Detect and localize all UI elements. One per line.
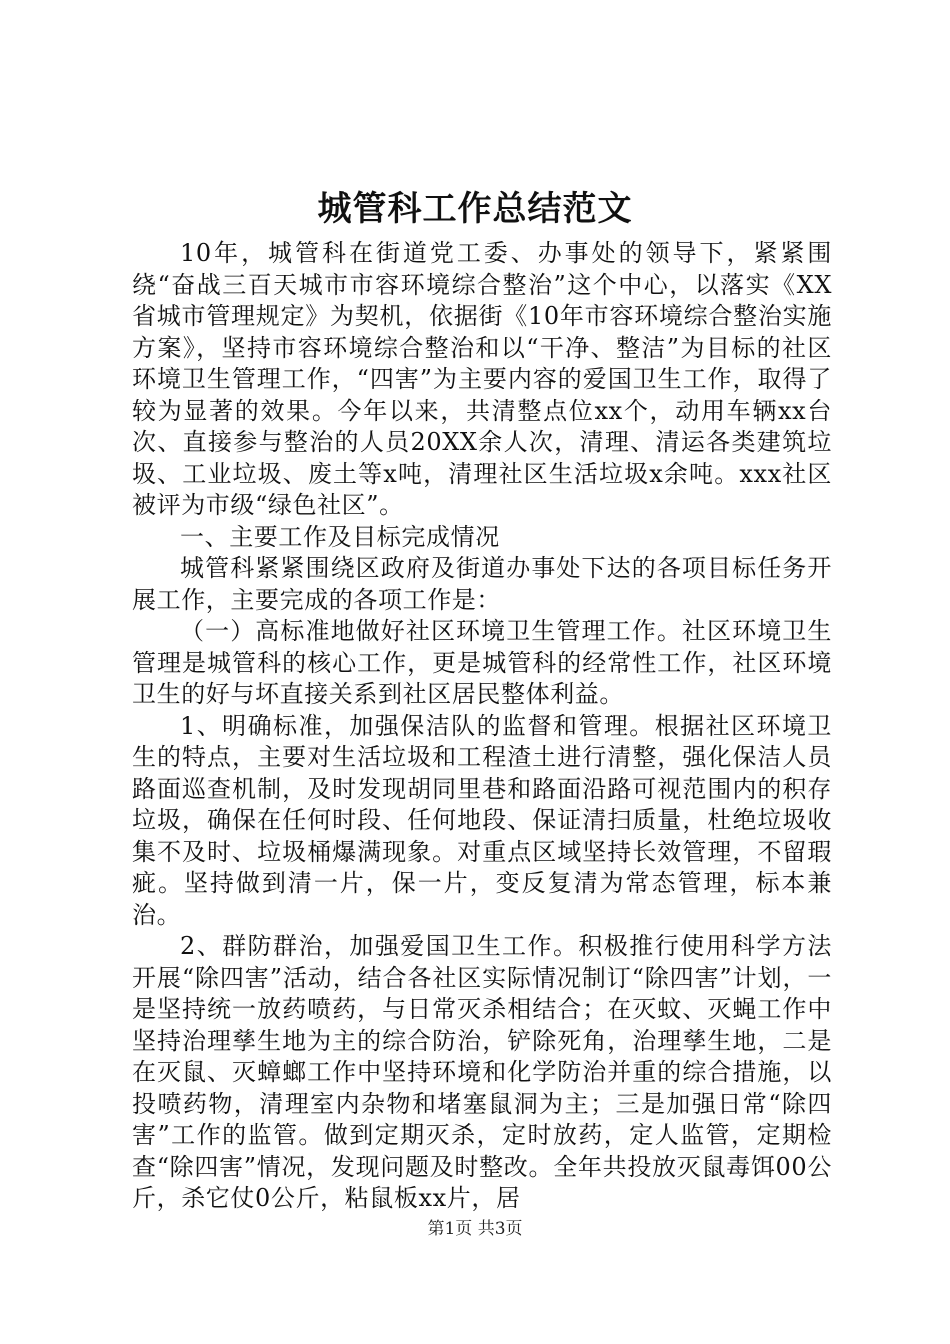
paragraph-overview: 城管科紧紧围绕区政府及街道办事处下达的各项目标任务开展工作，主要完成的各项工作是： — [132, 554, 832, 614]
document-title: 城管科工作总结范文 — [317, 189, 633, 229]
paragraph-item-2: 2、群防群治，加强爱国卫生工作。积极推行使用科学方法开展“除四害”活动，结合各社区实际情况制订“除四害”计划，一是坚持统一放药喷药，与日常灭杀相结合；在灭蚊、灭蝇工作中坚持治理孳生地为主的综合防治，铲除死角，治理孳生地，二是在灭鼠、灭蟑螂工作中坚持环境和化学防治并重的综合措施，以投喷药物，清理室内杂物和堵塞鼠洞为主；三是加强日常“除四害”工作的监管。做到定期灭杀，定时放药，定人监管，定期检查“除四害”情况，发现问题及时整改。全年共投放灭鼠毒饵00公斤，杀它仗0公斤，粘鼠板xx片，居 — [132, 932, 832, 1212]
paragraph-item-1: 1、明确标准，加强保洁队的监督和管理。根据社区环境卫生的特点，主要对生活垃圾和工程渣土进行清整，强化保洁人员路面巡查机制，及时发现胡同里巷和路面沿路可视范围内的积存垃圾，确保在任何时段、任何地段、保证清扫质量，杜绝垃圾收集不及时、垃圾桶爆满现象。对重点区域坚持长效管理，不留瑕疵。坚持做到清一片，保一片，变反复清为常态管理，标本兼治。 — [132, 711, 832, 929]
page-number-footer: 第1页 共3页 — [427, 1219, 523, 1239]
section-heading: 一、主要工作及目标完成情况 — [180, 522, 500, 551]
paragraph-intro: 10年，城管科在街道党工委、办事处的领导下，紧紧围绕“奋战三百天城市市容环境综合整治”这个中心，以落实《XX省城市管理规定》为契机，依据街《10年市容环境综合整治实施方案》，坚持市容环境综合整治和以“干净、整洁”为目标的社区环境卫生管理工作，“四害”为主要内容的爱国卫生工作，取得了较为显著的效果。今年以来，共清整点位xx个，动用车辆xx台次、直接参与整治的人员20XX余人次，清理、清运各类建筑垃圾、工业垃圾、废土等x吨，清理社区生活垃圾x余吨。xxx社区被评为市级“绿色社区”。 — [132, 239, 832, 519]
paragraph-subsection-1: （一）高标准地做好社区环境卫生管理工作。社区环境卫生管理是城管科的核心工作，更是城管科的经常性工作，社区环境卫生的好与坏直接关系到社区居民整体利益。 — [132, 617, 832, 708]
document-body — [132, 238, 832, 1215]
